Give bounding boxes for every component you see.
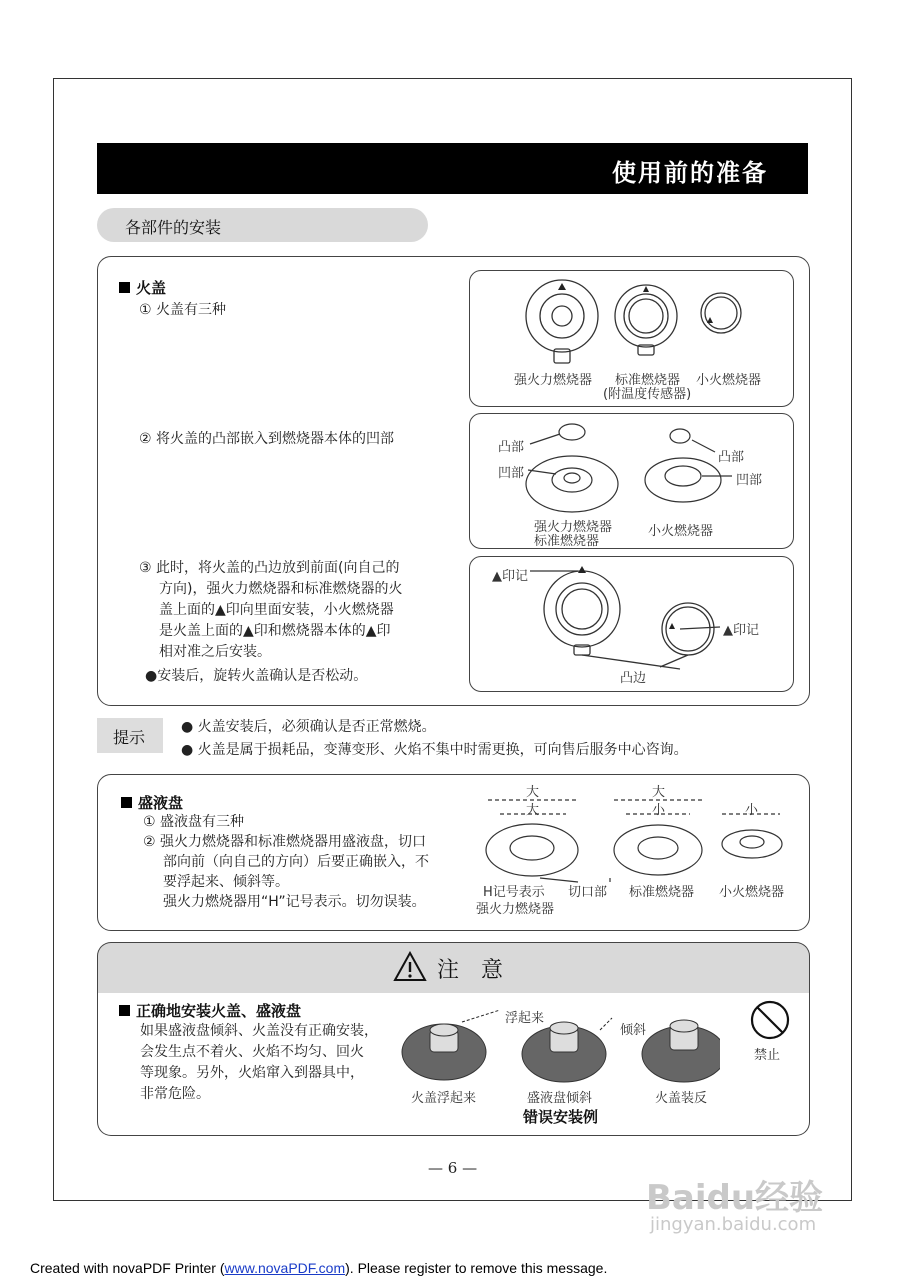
label-cap-floating: 火盖浮起来	[411, 1091, 477, 1106]
label-big-3: 大	[652, 785, 666, 800]
prohibited-icon	[749, 999, 791, 1041]
header-banner	[97, 143, 808, 194]
label-standard-burner-2: 标准燃烧器	[534, 534, 600, 549]
drip-pan-text: ① 盛液盘有三种 ② 强火力燃烧器和标准燃烧器用盛液盘，切口 部向前（向自己的方向）后要正确嵌入，不 要浮起来、倾斜等。 强火力燃烧器用“H”记号表示。切勿误装。	[143, 814, 429, 910]
page-number: — 6 —	[428, 1159, 478, 1177]
label-concave-2: 凹部	[736, 473, 763, 488]
page-title: 使用前的准备	[612, 159, 768, 187]
section-title-pill	[97, 208, 428, 242]
wrong-install-illustration	[400, 1000, 720, 1090]
drip-pan-heading: 盛液盘	[121, 792, 183, 813]
label-h-mark-burner: 强火力燃烧器	[476, 902, 555, 917]
tip-item-1: ● 火盖安装后，必须确认是否正常燃烧。	[181, 719, 436, 735]
label-strong-burner: 强火力燃烧器	[514, 373, 593, 388]
label-cap-reversed: 火盖装反	[655, 1091, 708, 1106]
tip-item-2: ● 火盖是属于损耗品，变薄变形、火焰不集中时需更换，可向售后服务中心咨询。	[181, 742, 688, 758]
label-mark-1: ▲印记	[492, 569, 528, 584]
fire-cap-check: ●安装后，旋转火盖确认是否松动。	[145, 668, 368, 684]
fire-cap-heading: 火盖	[119, 277, 166, 298]
fire-cap-step2: ② 将火盖的凸部嵌入到燃烧器本体的凹部	[139, 431, 394, 447]
label-mark-2: ▲印记	[723, 623, 759, 638]
fire-cap-step1: ① 火盖有三种	[139, 302, 227, 318]
fire-cap-step3: ③ 此时，将火盖的凸边放到前面(向自己的 方向)，强火力燃烧器和标准燃烧器的火 盖上面的▲印向里面安装，小火燃烧器 是火盖上面的▲印和燃烧器本体的▲印 相对准之后安装。	[139, 560, 403, 660]
label-standard-burner: 标准燃烧器	[615, 373, 681, 388]
label-strong-burner-2: 强火力燃烧器	[534, 520, 613, 535]
novapdf-link[interactable]: www.novaPDF.com	[224, 1260, 346, 1276]
label-forbidden: 禁止	[754, 1048, 781, 1063]
label-concave-1: 凹部	[498, 466, 525, 481]
watermark-brand: Baidu经验	[646, 1178, 824, 1218]
label-convex-edge: 凸边	[620, 671, 647, 686]
label-standard-note: (附温度传感器)	[603, 387, 692, 402]
label-small-burner: 小火燃烧器	[696, 373, 762, 388]
label-small-pan: 小火燃烧器	[719, 885, 785, 900]
label-small-1: 小	[652, 803, 666, 818]
wrong-install-title: 错误安装例	[523, 1108, 599, 1126]
label-small-2: 小	[745, 803, 759, 818]
caution-title: 注 意	[437, 958, 504, 983]
label-notch: 切口部	[568, 885, 608, 900]
figure-mark-alignment	[469, 556, 794, 692]
caution-header	[97, 942, 810, 993]
label-floating: 浮起来	[505, 1011, 545, 1026]
footer-notice: Created with novaPDF Printer (www.novaPDF.com). Please register to remove this message.	[30, 1260, 608, 1276]
section-title: 各部件的安装	[125, 218, 222, 237]
tip-label-box	[97, 718, 163, 753]
figure-cap-fitting	[469, 413, 794, 549]
label-h-mark: H记号表示	[483, 885, 545, 900]
label-big-2: 大	[526, 803, 540, 818]
label-convex-1: 凸部	[498, 440, 525, 455]
label-standard-pan: 标准燃烧器	[629, 885, 695, 900]
label-tilted: 倾斜	[620, 1023, 647, 1038]
caution-heading: 正确地安装火盖、盛液盘	[119, 1000, 301, 1021]
label-convex-2: 凸部	[718, 450, 745, 465]
caution-text: 如果盛液盘倾斜、火盖没有正确安装， 会发生点不着火、火焰不均匀、回火 等现象。另外，火焰窜入到器具中， 非常危险。	[140, 1023, 378, 1102]
label-big-1: 大	[526, 785, 540, 800]
figure-burner-types	[469, 270, 794, 407]
label-small-burner-2: 小火燃烧器	[648, 524, 714, 539]
label-pan-tilted: 盛液盘倾斜	[527, 1091, 593, 1106]
warning-icon	[393, 951, 427, 982]
tip-label: 提示	[113, 728, 146, 747]
watermark-url: jingyan.baidu.com	[650, 1214, 817, 1235]
